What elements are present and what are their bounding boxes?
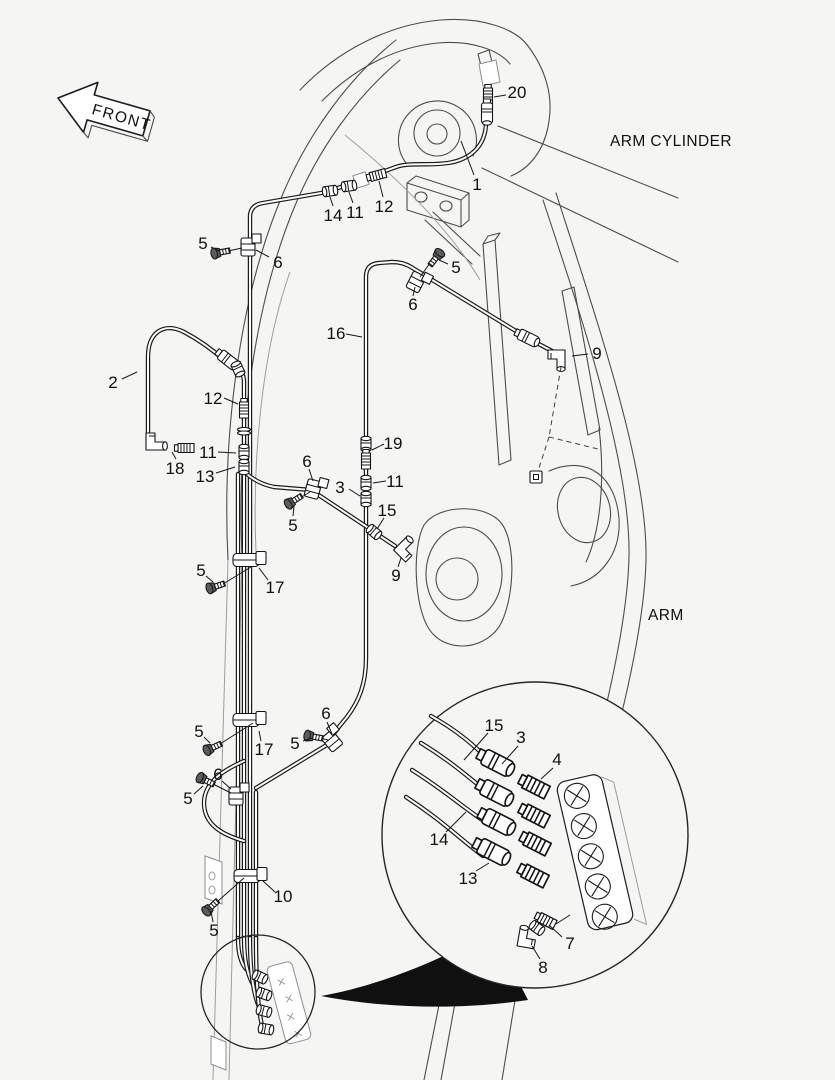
callout-3: 3 [516,727,526,747]
band-clamp-icon [233,712,266,727]
callout-5: 5 [451,257,461,277]
callout-17: 17 [254,739,274,759]
tube-nut-icon [361,475,371,490]
callout-10: 10 [273,886,293,906]
arm-cylinder-label: ARM CYLINDER [610,133,732,150]
callout-15: 15 [377,500,397,520]
band-clamp-icon [234,868,267,883]
callout-6: 6 [408,294,418,314]
tube-nut-icon [258,1023,275,1036]
hose-coupling-icon [482,99,493,125]
callout-6: 6 [273,252,283,272]
adapter-fitting-icon [362,450,371,470]
tube-nut-icon [239,459,249,474]
adapter-fitting-icon [175,444,195,453]
callout-12: 12 [203,388,223,408]
callout-5: 5 [183,788,193,808]
front-label: FRONT [89,101,154,135]
tube-nut-icon [341,180,358,192]
callout-17: 17 [265,577,285,597]
callout-19: 19 [383,433,403,453]
arm-label: ARM [648,607,684,624]
callout-5: 5 [198,233,208,253]
callout-6: 6 [213,764,223,784]
callout-8: 8 [538,957,548,977]
callout-11: 11 [386,471,404,491]
callout-9: 9 [592,343,602,363]
callout-20: 20 [507,82,527,102]
callout-2: 2 [108,372,118,392]
callout-5: 5 [196,560,206,580]
callout-5: 5 [290,733,300,753]
callout-11: 11 [346,202,364,222]
callout-6: 6 [321,703,331,723]
callout-4: 4 [552,749,562,769]
tube-nut-icon [322,185,339,197]
clip-icon [530,471,542,483]
callout-16: 16 [326,323,346,343]
callout-13: 13 [458,868,478,888]
adapter-fitting-icon [240,399,249,419]
callout-3: 3 [335,477,345,497]
callout-14: 14 [323,205,343,225]
tube-nut-icon [239,444,249,459]
callout-5: 5 [194,721,204,741]
washer-icon [238,428,251,436]
callout-12: 12 [374,196,394,216]
callout-6: 6 [302,451,312,471]
callout-11: 11 [199,442,217,462]
callout-5: 5 [209,920,219,940]
callout-7: 7 [565,933,575,953]
callout-1: 1 [472,174,482,194]
callout-18: 18 [165,458,185,478]
callout-13: 13 [195,466,215,486]
callout-15: 15 [484,715,504,735]
callout-14: 14 [429,829,449,849]
tube-nut-icon [361,491,371,506]
callout-5: 5 [288,515,298,535]
callout-9: 9 [391,565,401,585]
band-clamp-icon [233,552,266,567]
